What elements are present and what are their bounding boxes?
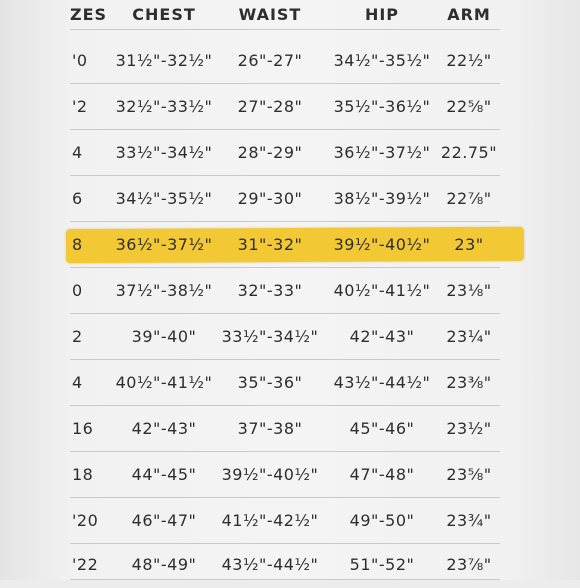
size-cell: 8	[72, 235, 83, 254]
table-row	[0, 498, 580, 544]
chest-cell: 33½"-34½"	[115, 143, 213, 162]
hip-cell: 49"-50"	[349, 511, 415, 530]
waist-cell: 33½"-34½"	[221, 327, 319, 346]
table-row-highlighted	[0, 222, 580, 268]
table-row	[0, 406, 580, 452]
chest-cell: 44"-45"	[131, 465, 197, 484]
size-cell: '0	[72, 51, 88, 70]
hip-cell: 38½"-39½"	[333, 189, 431, 208]
arm-cell: 22½"	[446, 51, 492, 70]
arm-cell: 23⅛"	[446, 281, 492, 300]
arm-cell: 23⅞"	[446, 555, 492, 574]
arm-cell: 23½"	[446, 419, 492, 438]
waist-cell: 27"-28"	[237, 97, 303, 116]
waist-cell: 28"-29"	[237, 143, 303, 162]
chest-cell: 48"-49"	[131, 555, 197, 574]
waist-cell: 32"-33"	[237, 281, 303, 300]
table-row	[0, 130, 580, 176]
chest-cell: 42"-43"	[131, 419, 197, 438]
header-sizes: ZES	[70, 5, 108, 24]
chest-cell: 32½"-33½"	[115, 97, 213, 116]
hip-cell: 34½"-35½"	[333, 51, 431, 70]
size-cell: 4	[72, 373, 83, 392]
table-row	[0, 314, 580, 360]
table-row	[0, 360, 580, 406]
waist-cell: 31"-32"	[237, 235, 303, 254]
table-row	[0, 452, 580, 498]
hip-cell: 45"-46"	[349, 419, 415, 438]
chest-cell: 46"-47"	[131, 511, 197, 530]
waist-cell: 41½"-42½"	[221, 511, 319, 530]
hip-cell: 42"-43"	[349, 327, 415, 346]
table-row	[0, 542, 580, 580]
chest-cell: 34½"-35½"	[115, 189, 213, 208]
hip-cell: 51"-52"	[349, 555, 415, 574]
size-cell: 18	[72, 465, 94, 484]
header-arm: ARM	[447, 5, 491, 24]
header-hip: HIP	[364, 5, 400, 24]
waist-cell: 37"-38"	[237, 419, 303, 438]
arm-cell: 23"	[454, 235, 484, 254]
waist-cell: 43½"-44½"	[221, 555, 319, 574]
hip-cell: 39½"-40½"	[333, 235, 431, 254]
arm-cell: 23⅝"	[446, 465, 492, 484]
arm-cell: 22⅝"	[446, 97, 492, 116]
size-cell: '20	[72, 511, 99, 530]
chest-cell: 40½"-41½"	[115, 373, 213, 392]
arm-cell: 23¾"	[446, 511, 492, 530]
arm-cell: 23¼"	[446, 327, 492, 346]
header-chest: CHEST	[132, 5, 196, 24]
waist-cell: 39½"-40½"	[221, 465, 319, 484]
arm-cell: 23⅜"	[446, 373, 492, 392]
table-row	[0, 38, 580, 84]
chest-cell: 36½"-37½"	[115, 235, 213, 254]
hip-cell: 36½"-37½"	[333, 143, 431, 162]
waist-cell: 35"-36"	[237, 373, 303, 392]
hip-cell: 35½"-36½"	[333, 97, 431, 116]
size-cell: 2	[72, 327, 83, 346]
size-cell: 16	[72, 419, 94, 438]
size-cell: '2	[72, 97, 88, 116]
chest-cell: 39"-40"	[131, 327, 197, 346]
hip-cell: 43½"-44½"	[333, 373, 431, 392]
chest-cell: 37½"-38½"	[115, 281, 213, 300]
table-header-row	[0, 0, 580, 30]
table-row	[0, 84, 580, 130]
hip-cell: 47"-48"	[349, 465, 415, 484]
size-cell: '22	[72, 555, 99, 574]
header-waist: WAIST	[238, 5, 302, 24]
size-cell: 4	[72, 143, 83, 162]
hip-cell: 40½"-41½"	[333, 281, 431, 300]
chest-cell: 31½"-32½"	[115, 51, 213, 70]
arm-cell: 22⅞"	[446, 189, 492, 208]
arm-cell: 22.75"	[440, 143, 498, 162]
waist-cell: 29"-30"	[237, 189, 303, 208]
table-row	[0, 268, 580, 314]
waist-cell: 26"-27"	[237, 51, 303, 70]
size-cell: 0	[72, 281, 83, 300]
size-cell: 6	[72, 189, 83, 208]
table-row	[0, 176, 580, 222]
